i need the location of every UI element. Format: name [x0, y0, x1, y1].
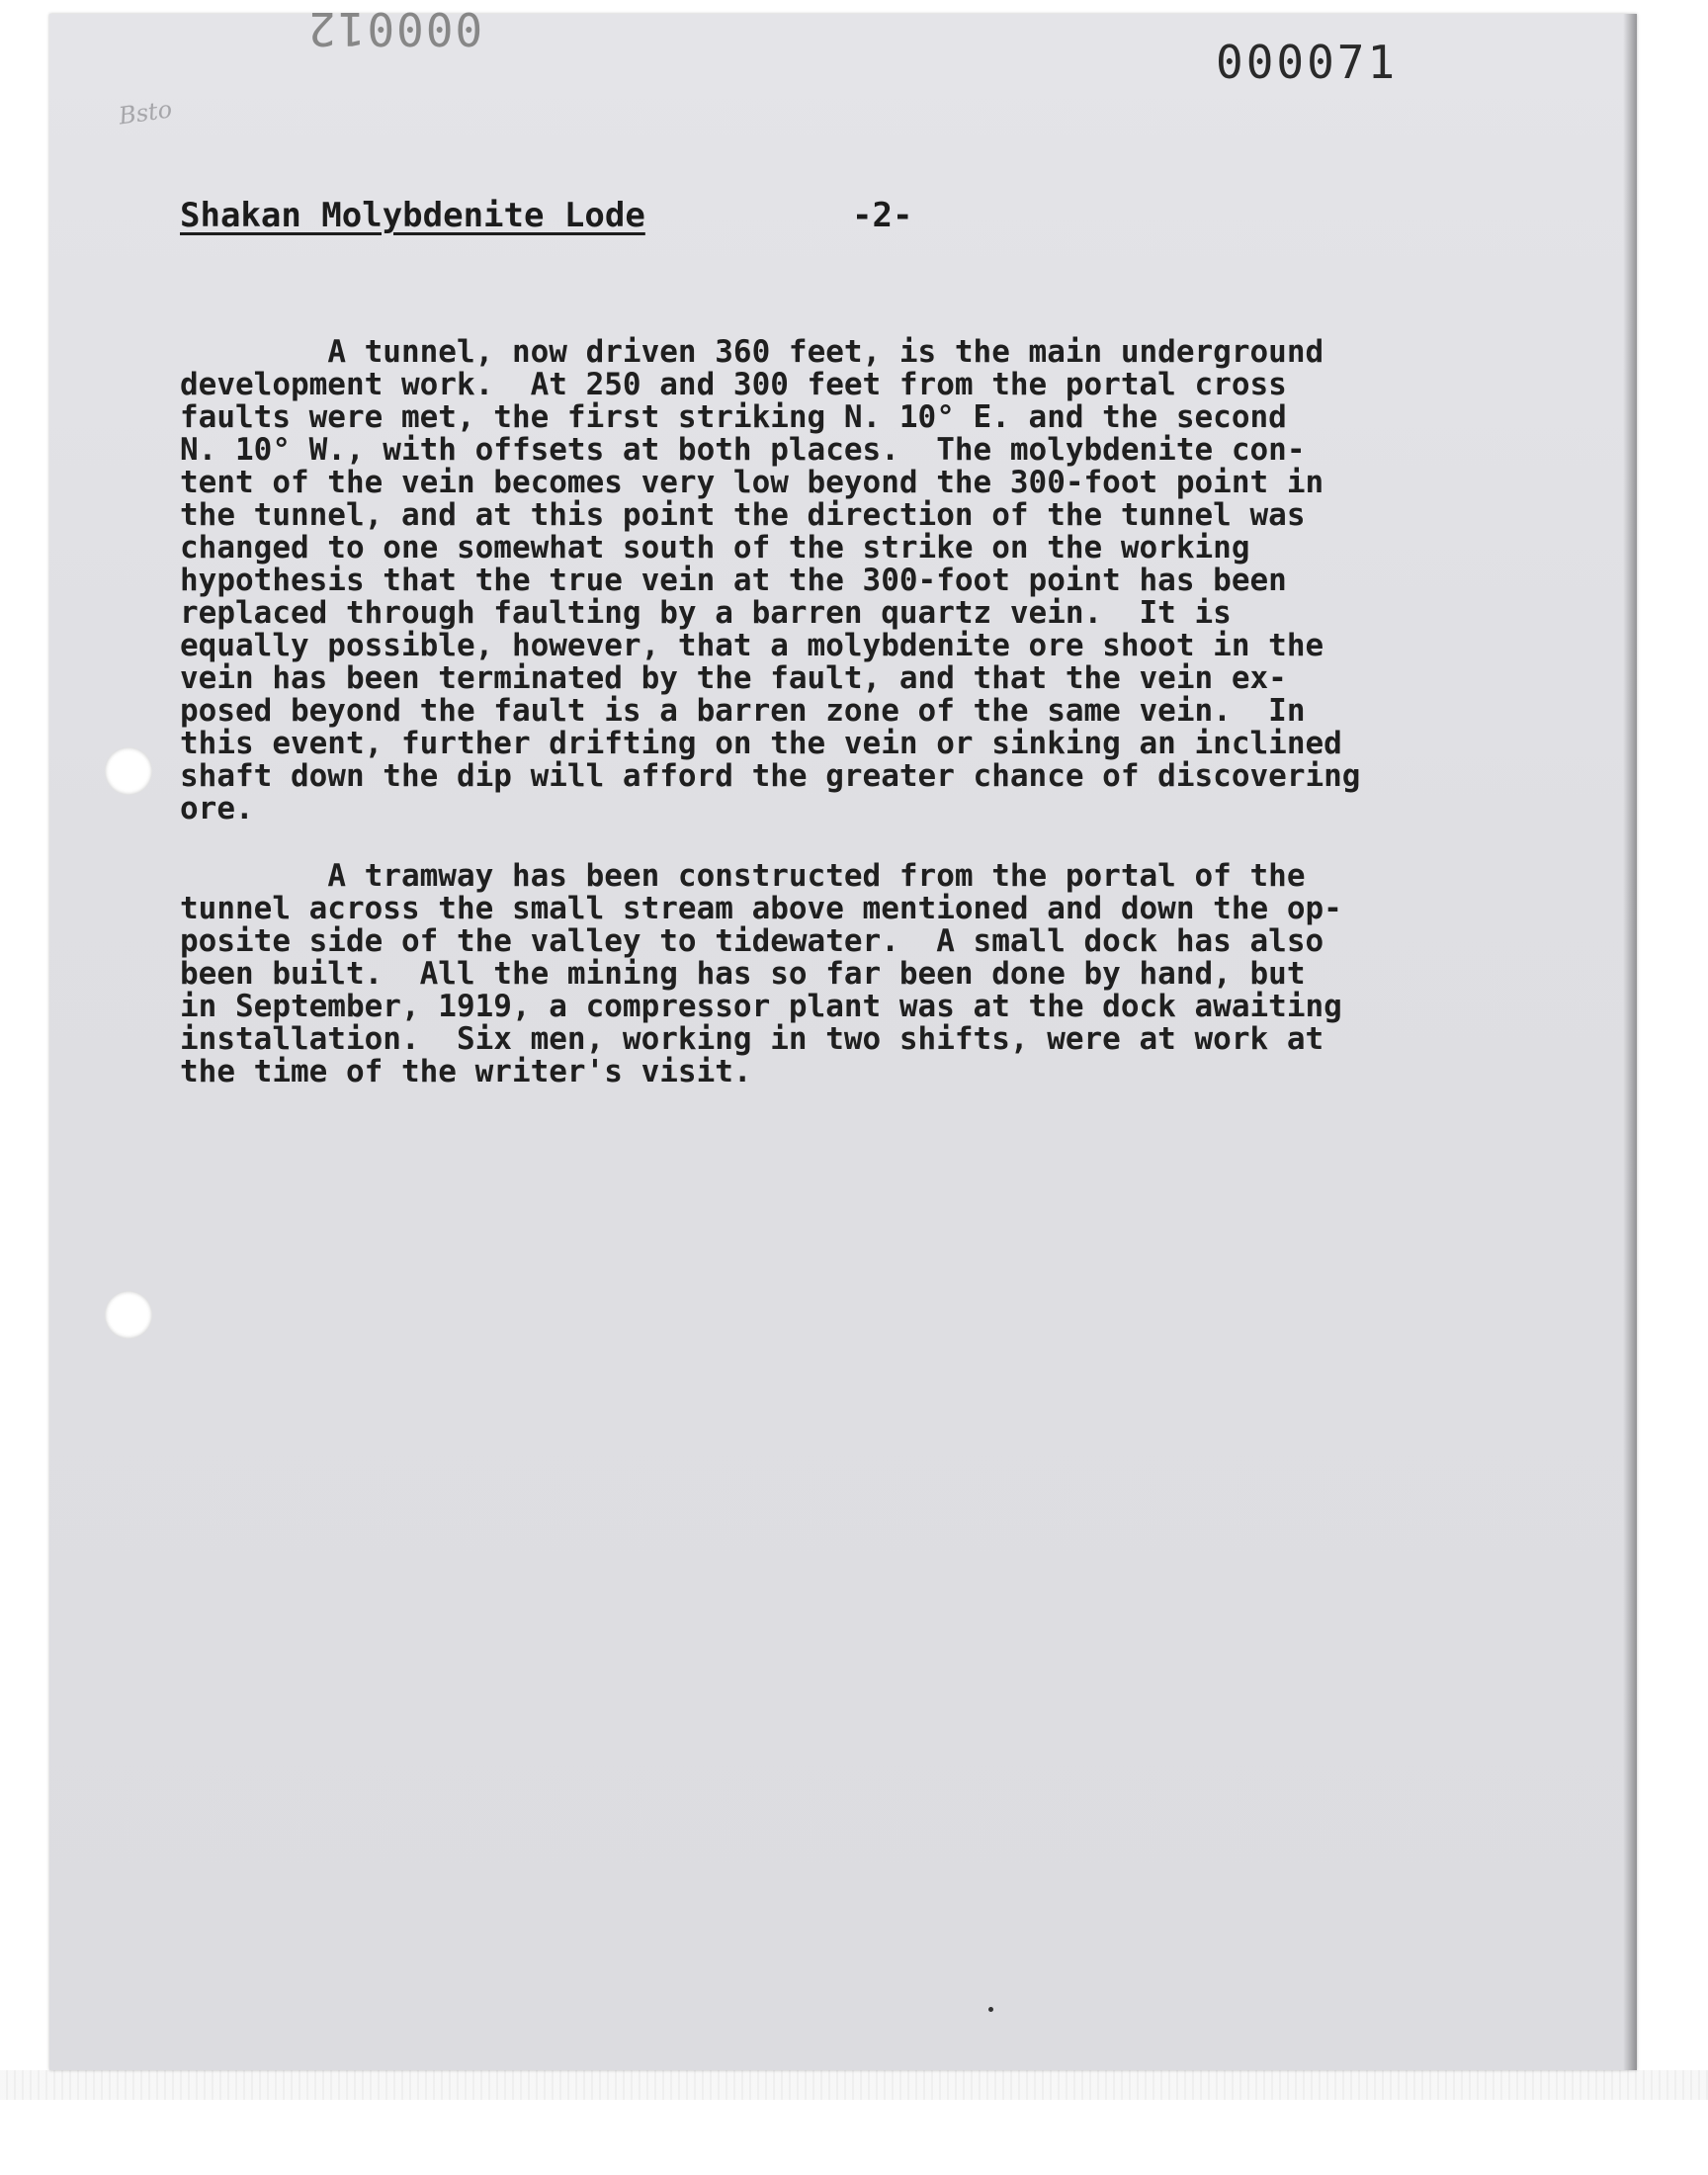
pencil-annotation: Bsto — [117, 95, 174, 130]
document-heading: Shakan Molybdenite Lode — [180, 196, 645, 235]
scan-bottom-band — [0, 2070, 1708, 2100]
top-stamp-number: 000012 — [306, 2, 483, 55]
punch-hole — [105, 747, 152, 795]
punch-hole — [105, 1291, 152, 1339]
paragraph-tramway: A tramway has been constructed from the portal of the tunnel across the small stream above mentioned and down the op- posite side of the valley to tidewater. A small dock has also been built. All the mining has so far been done by hand, but in September, 1919, a compressor plant was at the dock awaiting installation. Six men, working in two shifts, were at work at the time of the writer's visit. — [180, 858, 1342, 1089]
paragraph-tunnel: A tunnel, now driven 360 feet, is the main underground development work. At 250 and 300 feet from the portal cross faults were met, the first striking N. 10° E. and the second N. 10° W., with offsets at both places. The molybdenite con- tent of the vein becomes very low beyond the 300-foot point in the tunnel, and at this point the direction of the tunnel was changed to one somewhat south of the strike on the working hypothesis that the true vein at the 300-foot point has been replaced through faulting by a barren quartz vein. It is equally possible, however, that a molybdenite ore shoot in the vein has been terminated by the fault, and that the vein ex- posed beyond the fault is a barren zone of the same vein. In this event, further drifting on the vein or sinking an inclined shaft down the dip will afford the greater chance of discovering ore. — [180, 334, 1361, 826]
ink-dot — [988, 2007, 993, 2012]
page-number: -2- — [852, 196, 913, 235]
document-id-number: 000071 — [1216, 36, 1399, 89]
scan-edge-shadow — [1623, 14, 1637, 2070]
